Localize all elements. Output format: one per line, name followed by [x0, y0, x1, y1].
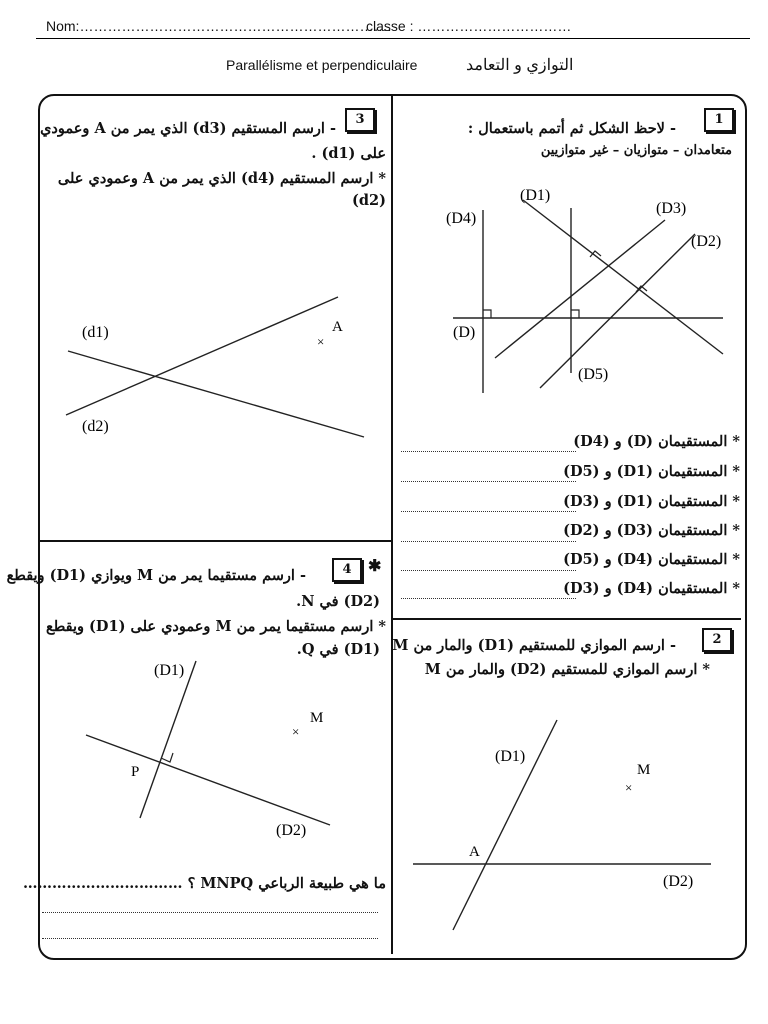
ex1-statement-5: * المستقيمان (D4) و (D5) [563, 551, 740, 568]
ex4-line-3: * ارسم مستقيما يمر من M وعمودي على (D1) ويقطع [46, 618, 386, 635]
star-icon: ✱ [368, 556, 382, 575]
point-M-cross: × [625, 780, 633, 795]
label-D1: (D1) [154, 662, 185, 679]
ex2-line-1: - ارسم الموازي للمستقيم (D1) والمار من M [392, 637, 676, 654]
answer-line-6[interactable] [401, 598, 576, 599]
label-A: A [332, 319, 343, 335]
ex1-statement-2: * المستقيمان (D1) و (D5) [563, 463, 740, 480]
nom-field-label: Nom:…………………………………………………………. [46, 18, 392, 34]
label-P: P [131, 764, 140, 780]
ex4-question: ما هي طبيعة الرباعي MNPQ ؟ …………………………… [23, 875, 386, 892]
point-M-cross: × [292, 724, 300, 739]
label-D3: (D3) [656, 200, 687, 217]
answer-line-8[interactable] [42, 938, 378, 939]
ex1-statement-4: * المستقيمان (D3) و (D2) [563, 522, 740, 539]
ex4-line-4: (D1) في Q. [296, 641, 380, 658]
line-D2 [540, 234, 695, 388]
answer-line-2[interactable] [401, 481, 576, 482]
title-arabic: التوازي و التعامد [466, 57, 574, 74]
exercise-4-number: 4 [332, 558, 362, 582]
ex1-statement-1: * المستقيمان (D) و (D4) [573, 433, 740, 450]
ex3-line-2: على (d1) . [311, 145, 386, 162]
line-d2 [68, 351, 364, 437]
label-D2: (D2) [691, 233, 722, 250]
exercise-2-number: 2 [702, 628, 732, 652]
right-horizontal-divider [393, 618, 741, 620]
label-D: (D) [453, 324, 476, 341]
answer-line-1[interactable] [401, 451, 576, 452]
line-D1 [140, 661, 196, 818]
label-A: A [469, 844, 480, 860]
ex1-instruction: - لاحظ الشكل ثم أتمم باستعمال : [467, 120, 676, 137]
left-horizontal-divider [40, 540, 391, 542]
answer-line-5[interactable] [401, 570, 576, 571]
answer-line-7[interactable] [42, 912, 378, 913]
line-d1 [66, 297, 338, 415]
ex1-options: متعامدان – متوازيان – غير متوازيين [540, 143, 732, 158]
label-D4: (D4) [446, 210, 477, 227]
label-M: M [637, 762, 651, 778]
ex2-figure [393, 700, 743, 950]
answer-line-4[interactable] [401, 541, 576, 542]
label-D5: (D5) [578, 366, 609, 383]
line-D2 [86, 735, 330, 825]
ex3-line-1: - ارسم المستقيم (d3) الذي يمر من A وعمودي [40, 120, 336, 137]
right-angle-mark [571, 310, 579, 318]
right-angle-mark [483, 310, 491, 318]
ex4-line-1: - ارسم مستقيما يمر من M ويوازي (D1) ويقطع [6, 567, 306, 584]
label-D1: (D1) [495, 748, 526, 765]
exercise-1-number: 1 [704, 108, 734, 132]
label-D2: (D2) [663, 873, 694, 890]
ex1-statement-6: * المستقيمان (D4) و (D3) [563, 580, 740, 597]
label-d1: (d1) [82, 324, 109, 341]
label-d2: (d2) [82, 418, 109, 435]
label-M: M [310, 710, 324, 726]
ex1-statement-3: * المستقيمان (D1) و (D3) [563, 493, 740, 510]
answer-line-3[interactable] [401, 511, 576, 512]
ex1-figure [393, 168, 743, 408]
label-D1: (D1) [520, 187, 551, 204]
ex3-line-3: * ارسم المستقيم (d4) الذي يمر من A وعمودي على [57, 170, 386, 187]
ex4-figure [40, 655, 390, 845]
header-rule [36, 38, 750, 39]
label-D2: (D2) [276, 822, 307, 839]
classe-field-label: classe : …………………………… [366, 18, 572, 34]
exercise-3-number: 3 [345, 108, 375, 132]
ex4-line-2: (D2) في N. [296, 593, 380, 610]
ex3-line-4: (d2) [352, 192, 386, 209]
ex3-figure [40, 285, 390, 455]
ex2-line-2: * ارسم الموازي للمستقيم (D2) والمار من M [424, 661, 710, 678]
point-A-cross: × [317, 334, 325, 349]
line-D1 [523, 200, 723, 354]
title-french: Parallélisme et perpendiculaire [226, 57, 418, 73]
